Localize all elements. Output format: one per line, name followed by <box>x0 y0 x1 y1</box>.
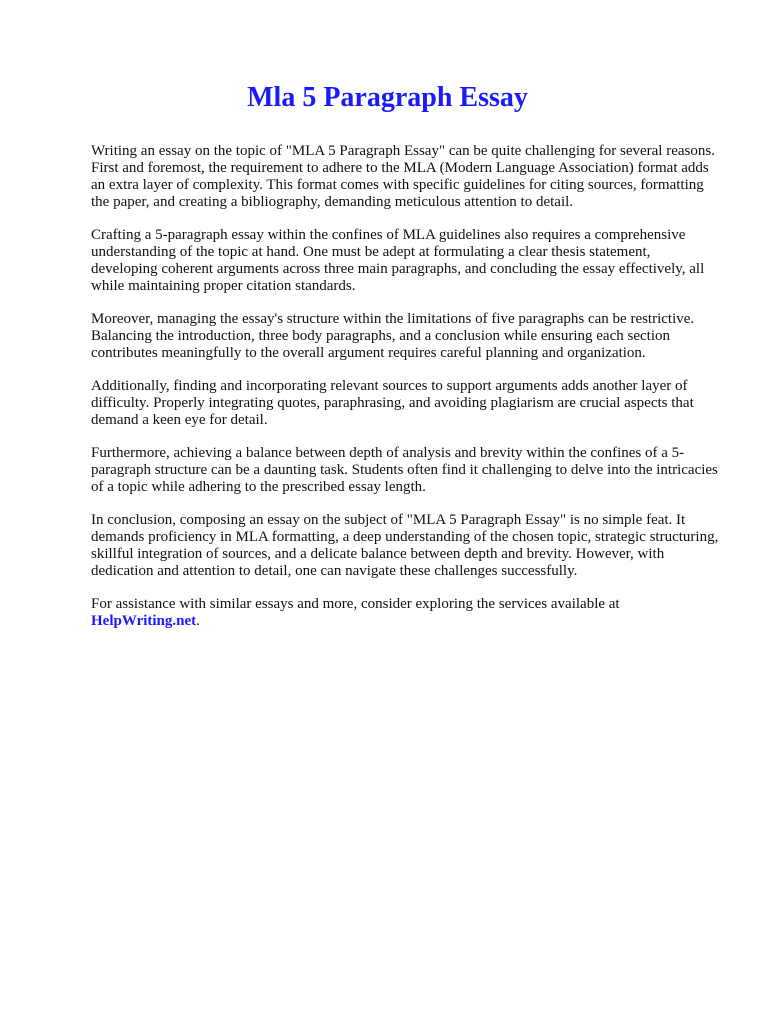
page-title: Mla 5 Paragraph Essay <box>247 82 528 113</box>
helpwriting-link[interactable]: HelpWriting.net <box>91 613 197 629</box>
closing-period: . <box>196 613 200 629</box>
paragraph-3: Moreover, managing the essay's structure within the limitations of five paragraphs can be restrictive. Balancing the introduction, three body paragraphs, and a conclusion while ensuring each section contributes meaningfully to the overall argument requires careful planning and organization. <box>91 311 695 361</box>
paragraph-6: In conclusion, composing an essay on the subject of "MLA 5 Paragraph Essay" is no simple feat. It demands proficiency in MLA formatting, a deep understanding of the chosen topic, strategic structuring, skillful integration of sources, and a delicate balance between depth and brevity. However, with dedication and attention to detail, one can navigate these challenges successfully. <box>91 512 719 579</box>
paragraph-5: Furthermore, achieving a balance between depth of analysis and brevity within the confines of a 5-paragraph structure can be a daunting task. Students often find it challenging to delve into the intricacies of a topic while adhering to the prescribed essay length. <box>91 445 718 495</box>
closing-paragraph <box>91 596 719 630</box>
paragraph-2: Crafting a 5-paragraph essay within the confines of MLA guidelines also requires a comprehensive understanding of the topic at hand. One must be adept at formulating a clear thesis statement, developing coherent arguments across three main paragraphs, and concluding the essay effectively, all while maintaining proper citation standards. <box>91 227 705 294</box>
paragraph-1: Writing an essay on the topic of "MLA 5 Paragraph Essay" can be quite challenging for several reasons. First and foremost, the requirement to adhere to the MLA (Modern Language Association) format adds an extra layer of complexity. This format comes with specific guidelines for citing sources, formatting the paper, and creating a bibliography, demanding meticulous attention to detail. <box>91 143 715 210</box>
paragraph-4: Additionally, finding and incorporating relevant sources to support arguments adds another layer of difficulty. Properly integrating quotes, paraphrasing, and avoiding plagiarism are crucial aspects that demand a keen eye for detail. <box>91 378 694 428</box>
closing-text: For assistance with similar essays and more, consider exploring the services available at <box>91 596 620 612</box>
